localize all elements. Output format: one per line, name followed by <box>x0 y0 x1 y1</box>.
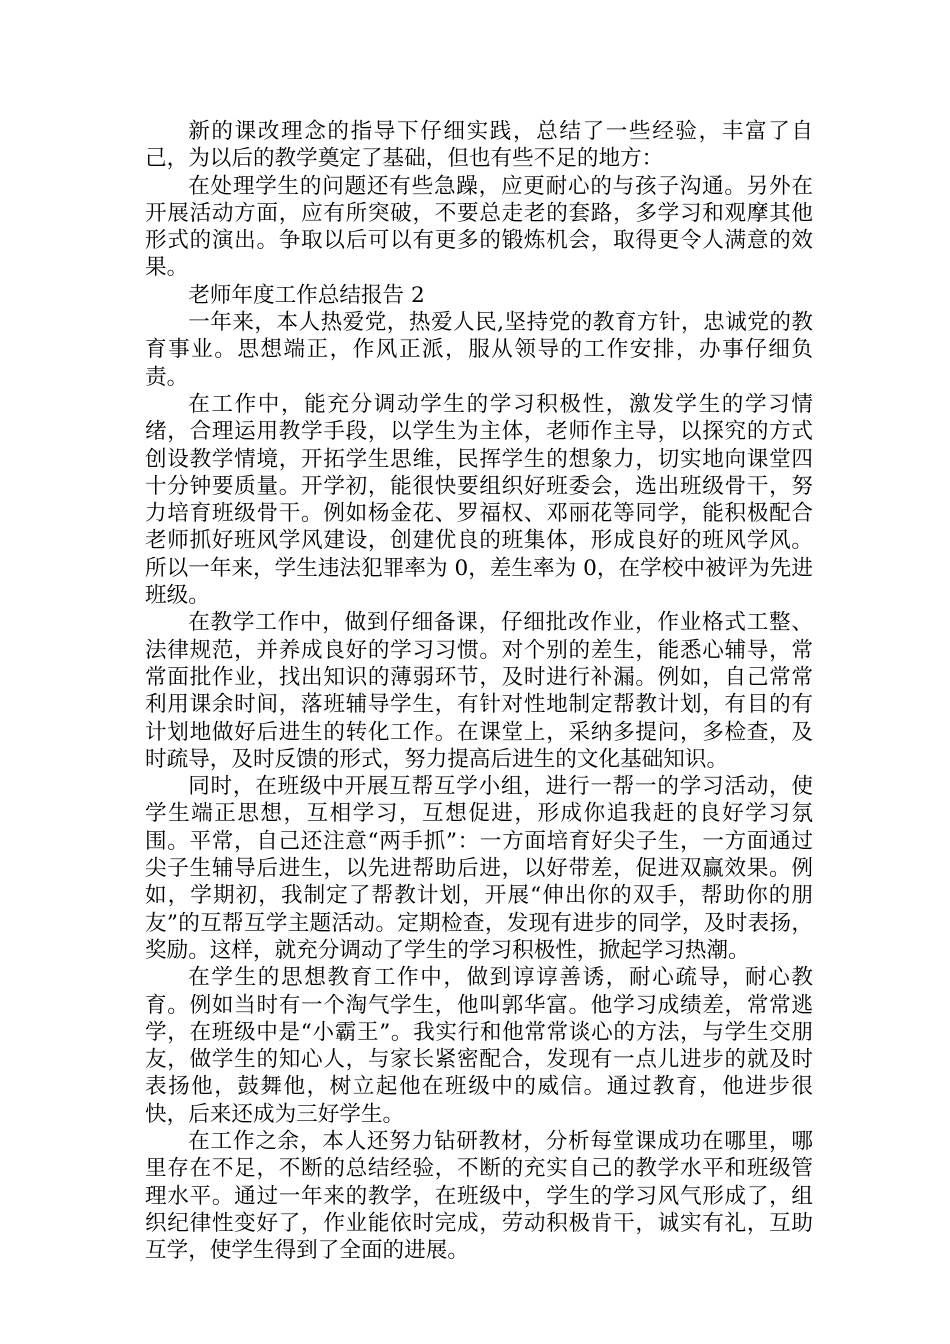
paragraph-shortcomings: 在处理学生的问题还有些急躁，应更耐心的与孩子沟通。另外在开展活动方面，应有所突破，不要总走老的套路，多学习和观摩其他形式的演出。争取以后可以有更多的锻炼机会，取得更令人满意的效果。 <box>145 173 813 281</box>
paragraph-self-improvement: 在工作之余，本人还努力钻研教材，分析每堂课成功在哪里，哪里存在不足，不断的总结经验，不断的充实自己的教学水平和班级管理水平。通过一年来的教学，在班级中，学生的学习风气形成了，组织纪律性变好了，作业能依时完成，劳动积极肯干，诚实有礼，互助互学，使学生得到了全面的进展。 <box>145 1128 813 1264</box>
paragraph-mutual-help: 同时，在班级中开展互帮互学小组，进行一帮一的学习活动，使学生端正思想，互相学习，互想促进，形成你追我赶的良好学习氛围。平常，自己还注意“两手抓”：一方面培育好尖子生，一方面通过尖子生辅导后进生，以先进帮助后进，以好带差，促进双赢效果。例如，学期初，我制定了帮教计划，开展“伸出你的双手，帮助你的朋友”的互帮互学主题活动。定期检查，发现有进步的同学，及时表扬，奖励。这样，就充分调动了学生的学习积极性，掀起学习热潮。 <box>145 774 813 963</box>
document-page <box>145 118 813 1264</box>
paragraph-moral-education: 在学生的思想教育工作中，做到谆谆善诱，耐心疏导，耐心教育。例如当时有一个淘气学生，他叫郭华富。他学习成绩差，常常逃学，在班级中是“小霸王”。我实行和他常常谈心的方法，与学生交朋友，做学生的知心人，与家长紧密配合，发现有一点儿进步的就及时表扬他，鼓舞他，树立起他在班级中的威信。通过教育，他进步很快，后来还成为三好学生。 <box>145 965 813 1127</box>
paragraph-class-management: 在工作中，能充分调动学生的学习积极性，激发学生的学习情绪，合理运用教学手段，以学生为主体，老师作主导，以探究的方式创设教学情境，开拓学生思维，民挥学生的想象力，切实地向课堂四十分钟要质量。开学初，能很快要组织好班委会，选出班级骨干，努力培育班级骨干。例如杨金花、罗福权、邓丽花等同学，能积极配合老师抓好班风学风建设，创建优良的班集体，形成良好的班风学风。所以一年来，学生违法犯罪率为 0，差生率为 0，在学校中被评为先进班级。 <box>145 391 813 609</box>
paragraph-teaching-work: 在教学工作中，做到仔细备课，仔细批改作业，作业格式工整、法律规范，并养成良好的学习习惯。对个别的差生，能悉心辅导，常常面批作业，找出知识的薄弱环节，及时进行补漏。例如，自己常常利用课余时间，落班辅导学生，有针对性地制定帮教计划，有目的有计划地做好后进生的转化工作。在课堂上，采纳多提问，多检查，及时疏导，及时反馈的形式，努力提高后进生的文化基础知识。 <box>145 610 813 772</box>
section-heading: 老师年度工作总结报告 2 <box>188 282 425 308</box>
paragraph-overview: 一年来，本人热爱党，热爱人民,坚持党的教育方针，忠诚党的教育事业。思想端正，作风正派，服从领导的工作安排，办事仔细负责。 <box>145 310 813 390</box>
paragraph-course-reform: 新的课改理念的指导下仔细实践，总结了一些经验，丰富了自己，为以后的教学奠定了基础，但也有些不足的地方： <box>145 119 813 172</box>
